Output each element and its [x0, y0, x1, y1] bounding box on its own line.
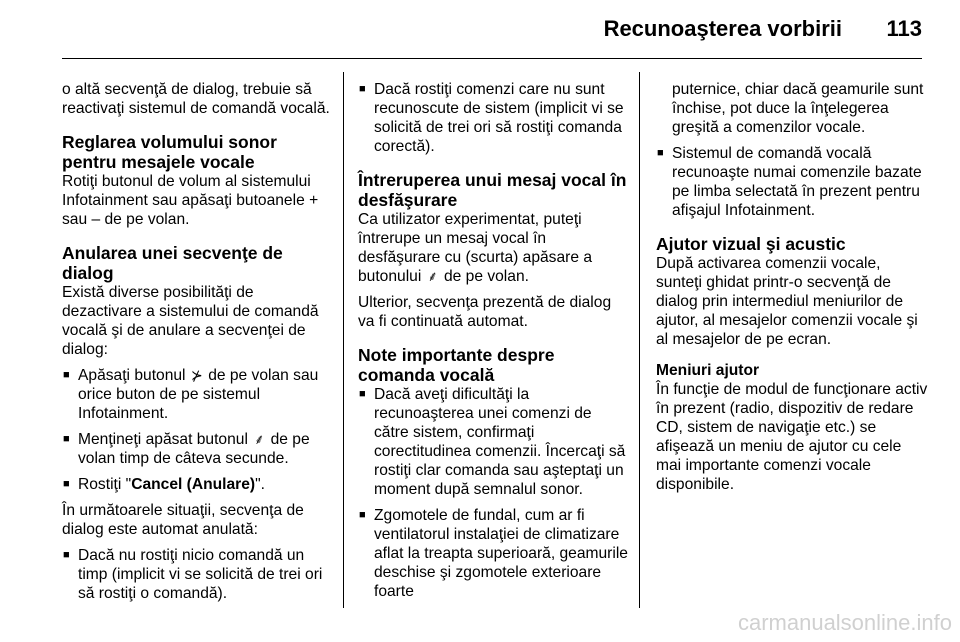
heading-cancel-dialog: Anularea unei secvenţe de dialog	[62, 243, 283, 283]
column-3	[656, 80, 928, 501]
cancel-list	[62, 366, 334, 494]
page-title: Recunoaşterea vorbirii	[603, 16, 842, 41]
notes-list	[358, 385, 630, 601]
page-header	[0, 0, 960, 62]
list-item: ■ Dacă aveţi dificultăţi la recunoaşterea unei comenzi de către sistem, confirmaţi corectitudinea comenzii. Încercaţi să rostiţi clar comanda sau aşteptaţi un moment după semnalul sonor.	[359, 386, 626, 498]
voice-icon: ⸙	[427, 268, 438, 284]
auto-cancel-list-cont	[358, 80, 630, 156]
heading-interrupt: Întreruperea unui mesaj vocal în desfăşurare	[358, 170, 627, 210]
voice-off-icon: ⊁	[190, 367, 203, 383]
bullet-icon: ■	[63, 433, 70, 445]
list-item: ■ Apăsaţi butonul ⊁ de pe volan sau orice buton de pe sistemul Infotainment.	[63, 367, 319, 422]
bullet-icon: ■	[359, 509, 366, 521]
bullet-icon: ■	[63, 369, 70, 381]
notes-list-cont	[656, 144, 928, 220]
heading-notes: Note importante despre comanda vocală	[358, 345, 555, 385]
bullet-icon: ■	[657, 147, 664, 159]
list-item: ■ Dacă rostiţi comenzi care nu sunt recunoscute de sistem (implicit vi se solicită de trei ori să rostiţi comanda corectă).	[359, 81, 624, 155]
heading-help: Ajutor vizual şi acustic	[656, 234, 846, 254]
interrupt-paragraph: Ca utilizator experimentat, puteţi întrerupe un mesaj vocal în desfăşurare cu (scurta) apăsare a butonului ⸙ de pe volan.	[358, 211, 593, 285]
help-menus-paragraph: În funcţie de modul de funcţionare activ în prezent (radio, dispozitiv de redare CD, sistem de navigaţie etc.) se afişează un meniu de ajutor cu cele mai importante comenzi vocale disponibile.	[656, 381, 928, 493]
column-1	[62, 80, 334, 610]
heading-volume: Reglarea volumului sonor pentru mesajele vocale	[62, 132, 277, 172]
volume-paragraph: Rotiţi butonul de volum al sistemului Infotainment sau apăsaţi butoanele + sau – de pe volan.	[62, 173, 319, 228]
intro-paragraph: o altă secvenţă de dialog, trebuie să reactivaţi sistemul de comandă vocală.	[62, 81, 330, 117]
column-2	[358, 80, 630, 608]
bullet-icon: ■	[359, 388, 366, 400]
bullet-icon: ■	[359, 83, 366, 95]
bullet-icon: ■	[63, 549, 70, 561]
column-divider-2	[639, 72, 640, 608]
notes-continuation: puternice, chiar dacă geamurile sunt închise, pot duce la înţelegerea greşită a comenzilor vocale.	[672, 81, 924, 136]
list-item: ■ Rostiţi "Cancel (Anulare)".	[63, 476, 265, 493]
bullet-icon: ■	[63, 478, 70, 490]
list-item: ■ Sistemul de comandă vocală recunoaşte numai comenzile bazate pe limba selectată în prezent pentru afişajul Infotainment.	[657, 145, 922, 219]
watermark: carmanualsonline.info	[737, 610, 952, 635]
auto-cancel-paragraph: În următoarele situaţii, secvenţa de dialog este automat anulată:	[62, 502, 304, 538]
page-number: 113	[886, 16, 922, 41]
cancel-paragraph: Există diverse posibilităţi de dezactivare a sistemului de comandă vocală şi de anulare a secvenţei de dialog:	[62, 284, 319, 358]
voice-icon: ⸙	[254, 431, 265, 447]
help-paragraph: După activarea comenzii vocale, sunteţi ghidat printr-o secvenţă de dialog prin intermediul meniurilor de ajutor, al mesajelor comenzii vocale şi al mesajelor de pe ecran.	[656, 255, 918, 348]
header-rule	[62, 58, 922, 59]
cancel-command: Cancel (Anulare)	[131, 476, 256, 493]
continue-paragraph: Ulterior, secvenţa prezentă de dialog va fi continuată automat.	[358, 294, 612, 330]
heading-help-menus: Meniuri ajutor	[656, 362, 760, 379]
list-item: ■ Menţineţi apăsat butonul ⸙ de pe volan timp de câteva secunde.	[63, 431, 310, 467]
list-item: ■ Dacă nu rostiţi nicio comandă un timp (implicit vi se solicită de trei ori să rostiţi o comandă).	[63, 547, 323, 602]
list-item: ■ Zgomotele de fundal, cum ar fi ventilatorul instalaţiei de climatizare aflat la treapta superioară, geamurile deschise şi zgomotele exterioare foarte	[359, 507, 628, 600]
column-divider-1	[343, 72, 344, 608]
auto-cancel-list	[62, 546, 334, 603]
